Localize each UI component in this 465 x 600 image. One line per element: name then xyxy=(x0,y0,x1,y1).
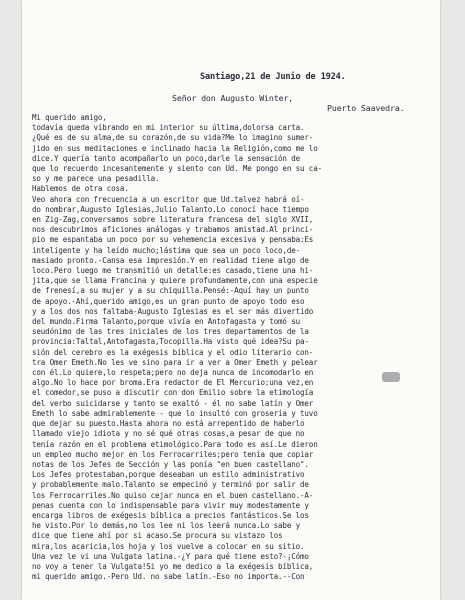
letter-line: y a los dos nos faltaba-Augusto Iglesias es el ser más divertido xyxy=(32,306,314,316)
letter-line: un empleo mucho mejor en los Ferrocarriles;pero tenía que copiar xyxy=(32,449,314,459)
letter-addressee: Señor don Augusto Winter, xyxy=(172,93,294,103)
letter-line: Veo ahora con frecuencia a un escritor que Ud.talvez habrá oí- xyxy=(32,194,305,204)
letter-line: tra Omer Emeth.No les ve sino para ir a ver a Omer Emeth y pelear xyxy=(32,357,318,367)
letter-line: provincia:Taltal,Antofagasta,Tocopilla.Ha visto qué idea?Su pa- xyxy=(32,337,309,347)
letter-line: encarga libros de exégesis bíblica a precios fantásticos.Se los xyxy=(32,510,309,520)
letter-line: mira,los acaricia,los hoja y los vuelve a colocar en su sitio. xyxy=(32,541,305,551)
letter-line: dice que tiene ahí por si acaso.Se procura su vistazo los xyxy=(32,531,283,541)
letter-line: notas de los Jefes de Sección y las ponía "en buen castellano". xyxy=(32,459,309,469)
letter-line: y probablemente malo.Talanto se empecinó y terminó por salir de xyxy=(32,480,309,490)
letter-line: penas cuenta con lo indispensable para vivir muy modestamente y xyxy=(32,500,309,510)
letter-line: do nombrar,Augusto Iglesias,Julio Talanto.Lo conocí hace tiempo xyxy=(32,204,309,214)
letter-line: nos descubrimos aficiones análogas y trabamos amistad.Al princi- xyxy=(32,225,314,235)
letter-line: jita,que se llama Francina y quiere profundamente,con una especie xyxy=(32,276,318,286)
letter-line: mi querido amigo.-Pero Ud. no sabe latín.-Eso no importa.--Con xyxy=(32,572,305,582)
letter-line: dice.Y quería tanto acompañarlo un poco,darle la sensación de xyxy=(32,153,301,163)
letter-page xyxy=(22,0,440,600)
letter-body xyxy=(32,113,432,582)
letter-city: Puerto Saavedra. xyxy=(327,103,405,113)
letter-line: masiado pronto.-Cansa esa impresión.Y en realidad tiene algo de xyxy=(32,255,309,265)
ink-smudge xyxy=(382,372,400,382)
letter-line: llamado viejo idiota y no sé qué otras cosas,a pesar de que no xyxy=(32,429,305,439)
letter-line: no voy a tener la Vulgata!Si yo me dedico a la exégesis bíblica, xyxy=(32,561,314,571)
letter-date: Santiago,21 de Junio de 1924. xyxy=(200,72,346,82)
letter-line: algo.No lo hace por broma.Era redactor de El Mercurio;una vez,en xyxy=(32,378,314,388)
letter-line: pio me espantaba un poco por su vehemencia excesiva y pensaba:Es xyxy=(32,235,314,245)
letter-line: Hablemos de otra cosa. xyxy=(32,184,129,194)
letter-line: que lo recuerdo incesantemente y siento con Ud. Me pongo en su ca- xyxy=(32,164,322,174)
letter-line: con él.Lo quiere,lo respeta;pero no deja nunca de incomodarlo en xyxy=(32,368,314,378)
letter-line: so y me parece una pesadilla. xyxy=(32,174,160,184)
letter-line: Emeth lo sabe admirablemente - que lo insultó con grosería y tuvo xyxy=(32,408,318,418)
letter-line: he visto.Por lo demás,no los lee ni los leerá nunca.Lo sabe y xyxy=(32,521,301,531)
letter-line: de frenesí,a su mujer y a su chiquilla.Pensé:-Aquí hay un punto xyxy=(32,286,309,296)
letter-line: sión del cerebro es la exégesis bíblica y el odio literario con- xyxy=(32,347,314,357)
letter-line: jido en sus meditaciones e inclinado hacia la Religión,como me lo xyxy=(32,143,318,153)
letter-line: Una vez le vi una Vulgata latina.-¿Y para qué tiene esto?-¡Cómo xyxy=(32,551,309,561)
letter-line: el comedor,se puso a discutir con don Emilio sobre la etimología xyxy=(32,388,314,398)
letter-line: del mundo.Firma Talanto,porque vivía en Antofagasta y tomó su xyxy=(32,317,301,327)
letter-line: seudónimo de las tres iniciales de los tres departamentos de la xyxy=(32,327,309,337)
letter-line: del verbo suicidarse y tanto se exaltó - él no sabe latín y Omer xyxy=(32,398,314,408)
letter-line: en Zig-Zag,conversamos sobre literatura francesa del siglo XVII, xyxy=(32,215,314,225)
letter-line: los Ferrocarriles.No quiso cejar nunca en el buen castellano.-A- xyxy=(32,490,314,500)
letter-line: inteligente y ha leído mucho;lástima que sea un poco loco,de- xyxy=(32,245,301,255)
letter-line: de apoyo.-Ahí,querido amigo,es un gran punto de apoyo todo eso xyxy=(32,296,305,306)
letter-line: que dejar su puesto.Hasta ahora no está arrepentido de haberlo xyxy=(32,419,305,429)
letter-line: Los Jefes protestaban,porque deseaban un estilo administrativo xyxy=(32,470,305,480)
letter-line: loco.Pero luego me transmitió un detalle:es casado,tiene una hi- xyxy=(32,266,314,276)
letter-line: ¿Qué es de su alma,de su corazón,de su vida?Me lo imagino sumer- xyxy=(32,133,314,143)
letter-line: Mi querido amigo, xyxy=(32,113,107,122)
letter-line: tenía razón en el problema etimológico.Para todo es así.Le dieron xyxy=(32,439,318,449)
letter-line: todavía queda vibrando en mi interior su última,dolorsa carta. xyxy=(32,123,305,133)
